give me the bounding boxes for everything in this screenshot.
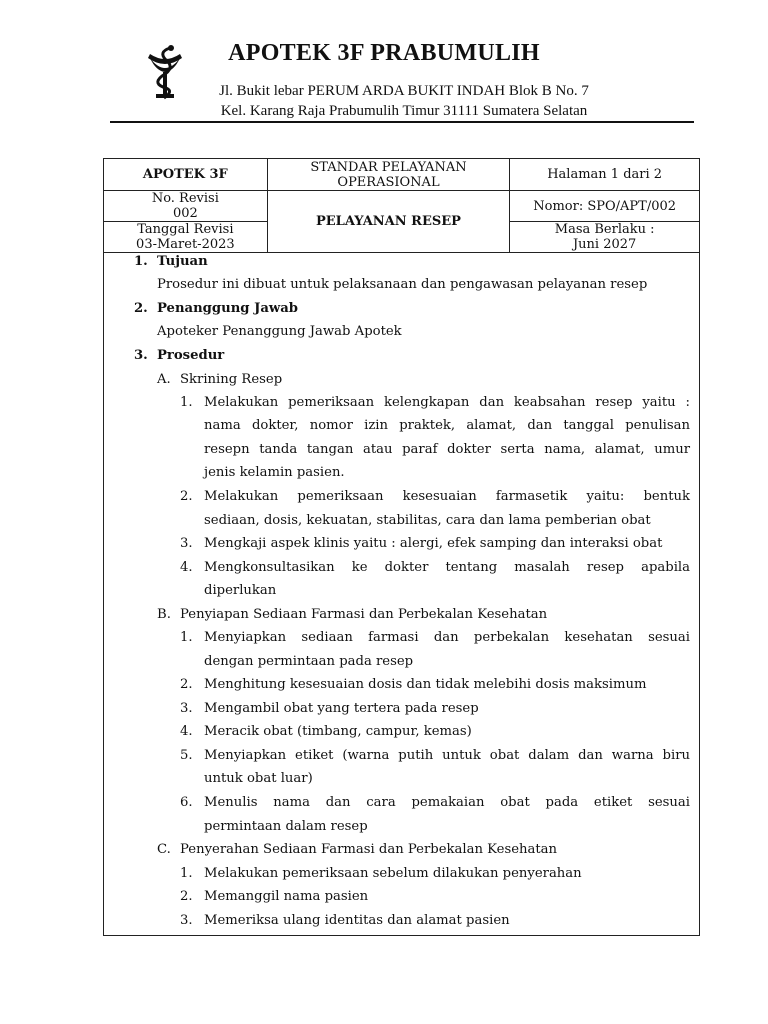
list-item-number: 1. [180, 395, 193, 410]
revision-date-cell [104, 222, 268, 253]
standard-cell [267, 159, 510, 191]
list-item-number: 4. [180, 724, 193, 739]
section-2-text: Apoteker Penanggung Jawab Apotek [157, 324, 402, 339]
list-item-text: jenis kelamin pasien. [204, 465, 345, 480]
valid-cell [510, 222, 700, 253]
procedure-body [103, 251, 700, 936]
section-2-number: 2. [134, 301, 148, 316]
section-2-title: Penanggung Jawab [157, 301, 299, 316]
subsection-b-title: Penyiapan Sediaan Farmasi dan Perbekalan Kesehatan [180, 607, 548, 622]
number-cell: Nomor: SPO/APT/002 [510, 191, 700, 222]
list-item-number: 1. [180, 866, 193, 881]
list-item-number: 3. [180, 913, 193, 928]
list-item-text: Menyiapkan etiket (warna putih untuk obat dalam dan warna biru [204, 748, 690, 763]
list-item-number: 2. [180, 677, 193, 692]
list-item-text: sediaan, dosis, kekuatan, stabilitas, cara dan lama pemberian obat [204, 513, 651, 528]
subsection-a-title: Skrining Resep [180, 372, 283, 387]
list-item-text: diperlukan [204, 583, 277, 598]
revision-cell [104, 191, 268, 222]
list-item-text: Mengkaji aspek klinis yaitu : alergi, efek samping dan interaksi obat [204, 536, 663, 551]
subsection-b-letter: B. [157, 607, 171, 622]
standard-line-2: OPERASIONAL [337, 174, 440, 190]
list-item-text: dengan permintaan pada resep [204, 654, 414, 669]
revision-date-value: 03-Maret-2023 [136, 237, 235, 252]
section-1-title: Tujuan [157, 254, 208, 269]
list-item-text: Memeriksa ulang identitas dan alamat pasien [204, 913, 510, 928]
address-line-1: Jl. Bukit lebar PERUM ARDA BUKIT INDAH Blok B No. 7 [219, 83, 589, 99]
standard-line-1: STANDAR PELAYANAN [310, 159, 467, 175]
section-3-title: Prosedur [157, 348, 225, 363]
list-item-text: Melakukan pemeriksaan sebelum dilakukan penyerahan [204, 866, 582, 881]
list-item-text: Melakukan pemeriksaan kesesuaian farmasetik yaitu: bentuk [204, 489, 690, 504]
address-line-2: Kel. Karang Raja Prabumulih Timur 31111 Sumatera Selatan [220, 103, 588, 119]
list-item-number: 2. [180, 489, 193, 504]
list-item-number: 1. [180, 630, 193, 645]
list-item-number: 4. [180, 560, 193, 575]
list-item-text: Memanggil nama pasien [204, 889, 369, 904]
subsection-c-letter: C. [157, 842, 171, 857]
subsection-a-letter: A. [157, 372, 171, 387]
subsection-c-title: Penyerahan Sediaan Farmasi dan Perbekalan Kesehatan [180, 842, 558, 857]
revision-label: No. Revisi [151, 191, 219, 206]
list-item-text: Menyiapkan sediaan farmasi dan perbekalan kesehatan sesuai [204, 630, 690, 645]
list-item-text: Menghitung kesesuaian dosis dan tidak melebihi dosis maksimum [204, 677, 647, 692]
page-cell: Halaman 1 dari 2 [510, 159, 700, 191]
document-title: PELAYANAN RESEP [267, 191, 510, 253]
revision-date-label: Tanggal Revisi [137, 222, 234, 237]
list-item-number: 6. [180, 795, 193, 810]
section-3-number: 3. [134, 348, 148, 363]
list-item-text: untuk obat luar) [204, 771, 313, 786]
organization-name: APOTEK 3F PRABUMULIH [228, 40, 540, 66]
list-item-number: 2. [180, 889, 193, 904]
section-1-number: 1. [134, 254, 148, 269]
list-item-number: 5. [180, 748, 193, 763]
list-item-number: 3. [180, 536, 193, 551]
list-item-text: Mengkonsultasikan ke dokter tentang masalah resep apabila [204, 560, 690, 575]
valid-value: Juni 2027 [572, 237, 637, 252]
list-item-text: nama dokter, nomor izin praktek, alamat, dan tanggal penulisan [204, 418, 690, 433]
valid-label: Masa Berlaku : [554, 222, 655, 237]
list-item-text: Meracik obat (timbang, campur, kemas) [204, 724, 472, 739]
pharmacy-cell: APOTEK 3F [104, 159, 268, 191]
header-divider [110, 121, 694, 123]
revision-value: 002 [172, 206, 198, 221]
list-item-text: Menulis nama dan cara pemakaian obat pada etiket sesuai [204, 795, 690, 810]
section-1-text: Prosedur ini dibuat untuk pelaksanaan dan pengawasan pelayanan resep [157, 277, 648, 292]
spo-header-table [103, 158, 700, 253]
list-item-text: resepn tanda tangan atau paraf dokter serta nama, alamat, umur [204, 442, 690, 457]
list-item-text: Melakukan pemeriksaan kelengkapan dan keabsahan resep yaitu : [204, 395, 690, 410]
list-item-number: 3. [180, 701, 193, 716]
list-item-text: permintaan dalam resep [204, 819, 368, 834]
list-item-text: Mengambil obat yang tertera pada resep [204, 701, 479, 716]
